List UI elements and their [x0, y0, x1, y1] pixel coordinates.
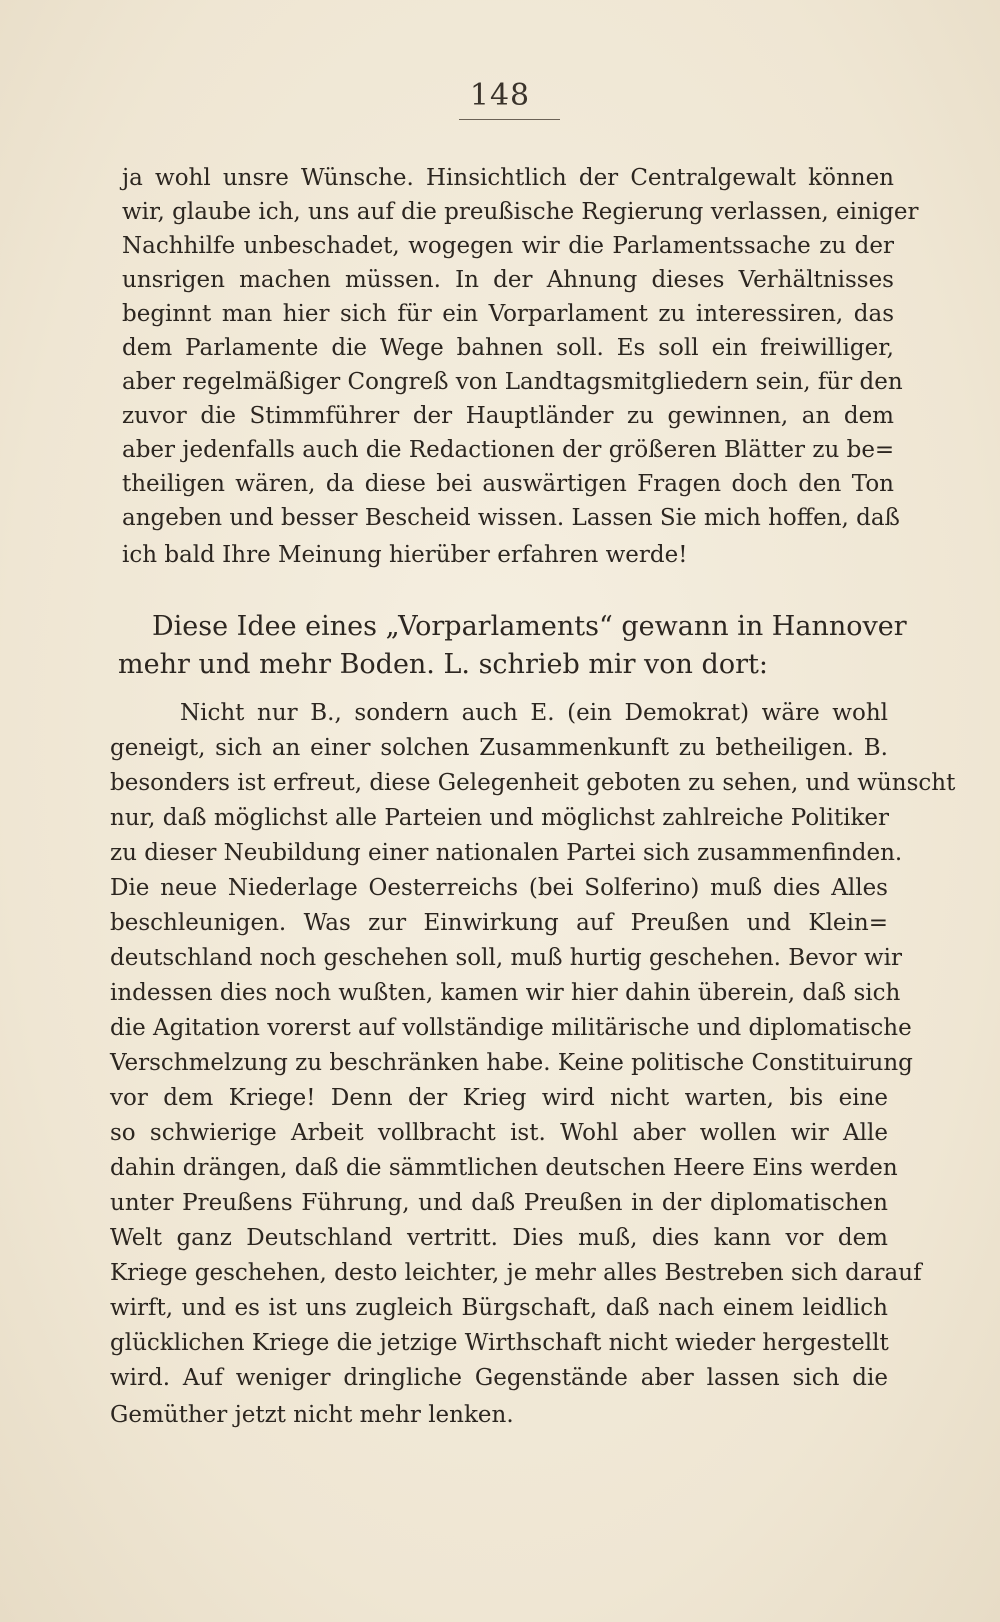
text-line: beginnt man hier sich für ein Vorparlament zu interessiren, das	[122, 301, 894, 327]
text-line: Nicht nur B., sondern auch E. (ein Demokrat) wäre wohl	[180, 700, 888, 726]
text-line: indessen dies noch wußten, kamen wir hier dahin überein, daß sich	[110, 980, 901, 1006]
text-line: besonders ist erfreut, diese Gelegenheit geboten zu sehen, und wünscht	[110, 770, 956, 796]
text-line: zuvor die Stimmführer der Hauptländer zu gewinnen, an dem	[122, 403, 894, 429]
text-line: Kriege geschehen, desto leichter, je mehr alles Bestreben sich darauf	[110, 1260, 922, 1286]
text-line: nur, daß möglichst alle Parteien und möglichst zahlreiche Politiker	[110, 805, 890, 831]
text-line: ich bald Ihre Meinung hierüber erfahren werde!	[122, 542, 688, 568]
text-line: geneigt, sich an einer solchen Zusammenkunft zu betheiligen. B.	[110, 735, 888, 761]
text-line: Nachhilfe unbeschadet, wogegen wir die Parlamentssache zu der	[122, 233, 894, 259]
text-line: theiligen wären, da diese bei auswärtigen Fragen doch den Ton	[122, 471, 894, 497]
text-line: wirft, und es ist uns zugleich Bürgschaft, daß nach einem leidlich	[110, 1295, 888, 1321]
text-line: zu dieser Neubildung einer nationalen Partei sich zusammenfinden.	[110, 840, 903, 866]
text-line: dahin drängen, daß die sämmtlichen deutschen Heere Eins werden	[110, 1155, 898, 1181]
text-line: beschleunigen. Was zur Einwirkung auf Preußen und Klein=	[110, 910, 888, 936]
text-line: deutschland noch geschehen soll, muß hurtig geschehen. Bevor wir	[110, 945, 902, 971]
text-line: die Agitation vorerst auf vollständige militärische und diplomatische	[110, 1015, 912, 1041]
text-line: Verschmelzung zu beschränken habe. Keine politische Constituirung	[110, 1050, 913, 1076]
text-line: aber regelmäßiger Congreß von Landtagsmitgliedern sein, für den	[122, 369, 903, 395]
text-line: Welt ganz Deutschland vertritt. Dies muß, dies kann vor dem	[110, 1225, 888, 1251]
text-line: dem Parlamente die Wege bahnen soll. Es soll ein freiwilliger,	[122, 335, 894, 361]
text-line: vor dem Kriege! Denn der Krieg wird nicht warten, bis eine	[110, 1085, 888, 1111]
text-line: angeben und besser Bescheid wissen. Lassen Sie mich hoffen, daß	[122, 505, 900, 531]
text-line: aber jedenfalls auch die Redactionen der größeren Blätter zu be=	[122, 437, 895, 463]
text-line: unsrigen machen müssen. In der Ahnung dieses Verhältnisses	[122, 267, 894, 293]
text-line: Gemüther jetzt nicht mehr lenken.	[110, 1402, 514, 1428]
text-line: mehr und mehr Boden. L. schrieb mir von dort:	[118, 649, 768, 680]
text-line: wird. Auf weniger dringliche Gegenstände aber lassen sich die	[110, 1365, 888, 1391]
page-number: 148	[469, 78, 531, 113]
text-line: so schwierige Arbeit vollbracht ist. Wohl aber wollen wir Alle	[110, 1120, 888, 1146]
text-line: wir, glaube ich, uns auf die preußische Regierung verlassen, einiger	[122, 199, 919, 225]
text-line: glücklichen Kriege die jetzige Wirthschaft nicht wieder hergestellt	[110, 1330, 889, 1356]
text-line: Diese Idee eines „Vorparlaments“ gewann in Hannover	[152, 611, 907, 642]
text-line: Die neue Niederlage Oesterreichs (bei Solferino) muß dies Alles	[110, 875, 888, 901]
page-number-rule	[459, 119, 560, 120]
text-line: ja wohl unsre Wünsche. Hinsichtlich der Centralgewalt können	[122, 165, 894, 191]
text-line: unter Preußens Führung, und daß Preußen in der diplomatischen	[110, 1190, 888, 1216]
